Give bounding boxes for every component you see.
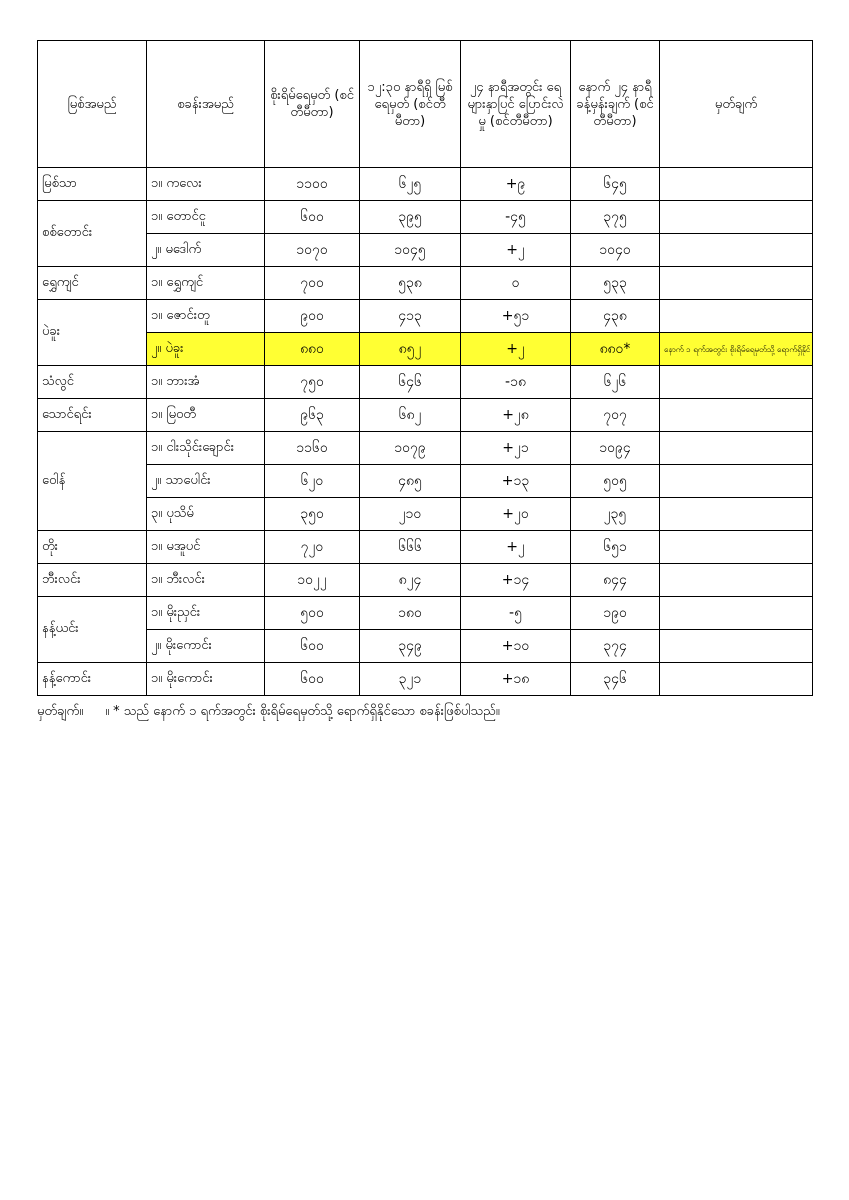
table-row [38,399,813,432]
station-cell: ၁။ မြဝတီ [147,399,265,432]
remark-cell [660,300,813,333]
change-cell: +၂ [461,333,571,366]
station-cell: ၁။ ကလေး [147,168,265,201]
danger-level-cell: ၃၅၀ [265,498,360,531]
station-cell: ၂။ သာပေါင်း [147,465,265,498]
change-cell: +၂၁ [461,432,571,465]
footnote-text: ။ * သည် နောက် ၁ ရက်အတွင်း စိုးရိမ်ရေမှတ်သို့ ရောက်ရှိနိုင်သော စခန်းဖြစ်ပါသည်။ [105,704,500,719]
change-cell: +၁၀ [461,630,571,663]
forecast-cell: ၃၇၄ [571,630,660,663]
header-danger-level: စိုးရိမ်ရေမှတ် (စင်တီမီတာ) [265,41,360,168]
forecast-cell: ၇၀၇ [571,399,660,432]
footnote-label: မှတ်ချက်။ [37,704,84,719]
water-level-cell: ၆၈၂ [360,399,461,432]
forecast-cell: ၈၄၄ [571,564,660,597]
change-cell: -၄၅ [461,201,571,234]
table-row [38,234,813,267]
change-cell: +၁၈ [461,663,571,696]
water-level-cell: ၃၉၅ [360,201,461,234]
forecast-cell: ၂၃၅ [571,498,660,531]
change-cell: ၀ [461,267,571,300]
station-cell: ၁။ ဇောင်းတူ [147,300,265,333]
remark-cell: နောက် ၁ ရက်အတွင်း စိုးရိမ်ရေမှတ်သို့ ရောက်ရှိနိုင် [660,333,813,366]
footnote [37,703,500,722]
river-name-cell: နန့်ယင်း [38,597,147,663]
station-cell: ၁။ တောင်ငူ [147,201,265,234]
river-name-cell: ဘီးလင်း [38,564,147,597]
change-cell: +၂၈ [461,399,571,432]
change-cell: +၅၁ [461,300,571,333]
change-cell: +၉ [461,168,571,201]
station-cell: ၂။ မိုးကောင်း [147,630,265,663]
forecast-cell: ၆၂၆ [571,366,660,399]
station-cell: ၃။ ပုသိမ် [147,498,265,531]
danger-level-cell: ၇၅၀ [265,366,360,399]
change-cell: +၂ [461,531,571,564]
water-level-cell: ၁၈၀ [360,597,461,630]
forecast-cell: ၆၄၅ [571,168,660,201]
danger-level-cell: ၉၆၃ [265,399,360,432]
forecast-cell: ၃၇၅ [571,201,660,234]
water-level-cell: ၈၂၄ [360,564,461,597]
water-level-cell: ၆၄၆ [360,366,461,399]
table-row [38,663,813,696]
water-level-cell: ၁၀၇၉ [360,432,461,465]
table-row [38,300,813,333]
table-row [38,465,813,498]
header-24h-change: ၂၄ နာရီအတွင်း ရေများနှာပြင် ပြောင်းလဲမှု (စင်တီမီတာ) [461,41,571,168]
danger-level-cell: ၇၀၀ [265,267,360,300]
header-24h-forecast: နောက် ၂၄ နာရီ ခန့်မှန်းချက် (စင်တီမီတာ) [571,41,660,168]
remark-cell [660,267,813,300]
table-row-highlighted [38,333,813,366]
remark-cell [660,465,813,498]
table-row [38,630,813,663]
river-level-table [37,40,813,696]
change-cell: +၁၄ [461,564,571,597]
remark-cell [660,564,813,597]
table-row [38,498,813,531]
table-row [38,366,813,399]
change-cell: -၁၈ [461,366,571,399]
danger-level-cell: ၁၀၂၂ [265,564,360,597]
danger-level-cell: ၆၀၀ [265,663,360,696]
remark-cell [660,399,813,432]
river-name-cell: သံလွင် [38,366,147,399]
danger-level-cell: ၆၀၀ [265,201,360,234]
water-level-cell: ၃၄၉ [360,630,461,663]
danger-level-cell: ၁၁၆၀ [265,432,360,465]
danger-level-cell: ၈၈၀ [265,333,360,366]
river-name-cell: သောင်ရင်း [38,399,147,432]
station-cell: ၁။ မိုးညှင်း [147,597,265,630]
water-level-cell: ၁၀၄၅ [360,234,461,267]
table-row [38,432,813,465]
header-station-name: စခန်းအမည် [147,41,265,168]
station-cell: ၁။ ဘီးလင်း [147,564,265,597]
forecast-cell: ၅၃၃ [571,267,660,300]
table-row [38,531,813,564]
header-water-level: ၁၂:၃၀ နာရီရှိ မြစ်ရေမှတ် (စင်တီမီတာ) [360,41,461,168]
river-name-cell: စစ်တောင်း [38,201,147,267]
water-level-cell: ၄၁၃ [360,300,461,333]
forecast-cell: ၁၉၀ [571,597,660,630]
forecast-cell: ၁၀၉၄ [571,432,660,465]
forecast-cell: ၃၄၆ [571,663,660,696]
station-cell: ၁။ မအူပင် [147,531,265,564]
danger-level-cell: ၆၂၀ [265,465,360,498]
forecast-cell: ၄၃၈ [571,300,660,333]
remark-cell [660,531,813,564]
forecast-cell: ၈၈၀* [571,333,660,366]
header-remark: မှတ်ချက် [660,41,813,168]
change-cell: +၁၃ [461,465,571,498]
header-row [38,41,813,168]
danger-level-cell: ၆၀၀ [265,630,360,663]
river-name-cell: ဝေါန် [38,432,147,531]
station-cell: ၁။ ငါးသိုင်းချောင်း [147,432,265,465]
table-row [38,564,813,597]
river-name-cell: ရွှေကျင် [38,267,147,300]
river-name-cell: တိုး [38,531,147,564]
danger-level-cell: ၁၁၀၀ [265,168,360,201]
remark-cell [660,630,813,663]
danger-level-cell: ၉၀၀ [265,300,360,333]
water-level-cell: ၅၃၈ [360,267,461,300]
remark-cell [660,432,813,465]
river-name-cell: နန့်ကောင်း [38,663,147,696]
water-level-cell: ၄၈၅ [360,465,461,498]
remark-cell [660,663,813,696]
station-cell: ၂။ ပဲခူး [147,333,265,366]
remark-cell [660,597,813,630]
station-cell: ၁။ ရွှေကျင် [147,267,265,300]
water-level-cell: ၈၅၂ [360,333,461,366]
remark-cell [660,234,813,267]
station-cell: ၁။ ဘားအံ [147,366,265,399]
forecast-cell: ၁၀၄၀ [571,234,660,267]
remark-cell [660,498,813,531]
water-level-cell: ၆၂၅ [360,168,461,201]
change-cell: +၂၀ [461,498,571,531]
forecast-cell: ၆၅၁ [571,531,660,564]
danger-level-cell: ၅၀၀ [265,597,360,630]
remark-cell [660,366,813,399]
forecast-cell: ၅၀၅ [571,465,660,498]
table-row [38,201,813,234]
water-level-cell: ၃၂၁ [360,663,461,696]
table-row [38,597,813,630]
change-cell: +၂ [461,234,571,267]
remark-cell [660,168,813,201]
danger-level-cell: ၁၀၇၀ [265,234,360,267]
remark-cell [660,201,813,234]
river-name-cell: ပဲခူး [38,300,147,366]
header-river-name: မြစ်အမည် [38,41,147,168]
table-row [38,267,813,300]
station-cell: ၂။ မဒေါက် [147,234,265,267]
station-cell: ၁။ မိုးကောင်း [147,663,265,696]
river-name-cell: မြစ်သာ [38,168,147,201]
water-level-cell: ၂၁၀ [360,498,461,531]
water-level-cell: ၆၆၆ [360,531,461,564]
change-cell: -၅ [461,597,571,630]
danger-level-cell: ၇၂၀ [265,531,360,564]
table-row [38,168,813,201]
